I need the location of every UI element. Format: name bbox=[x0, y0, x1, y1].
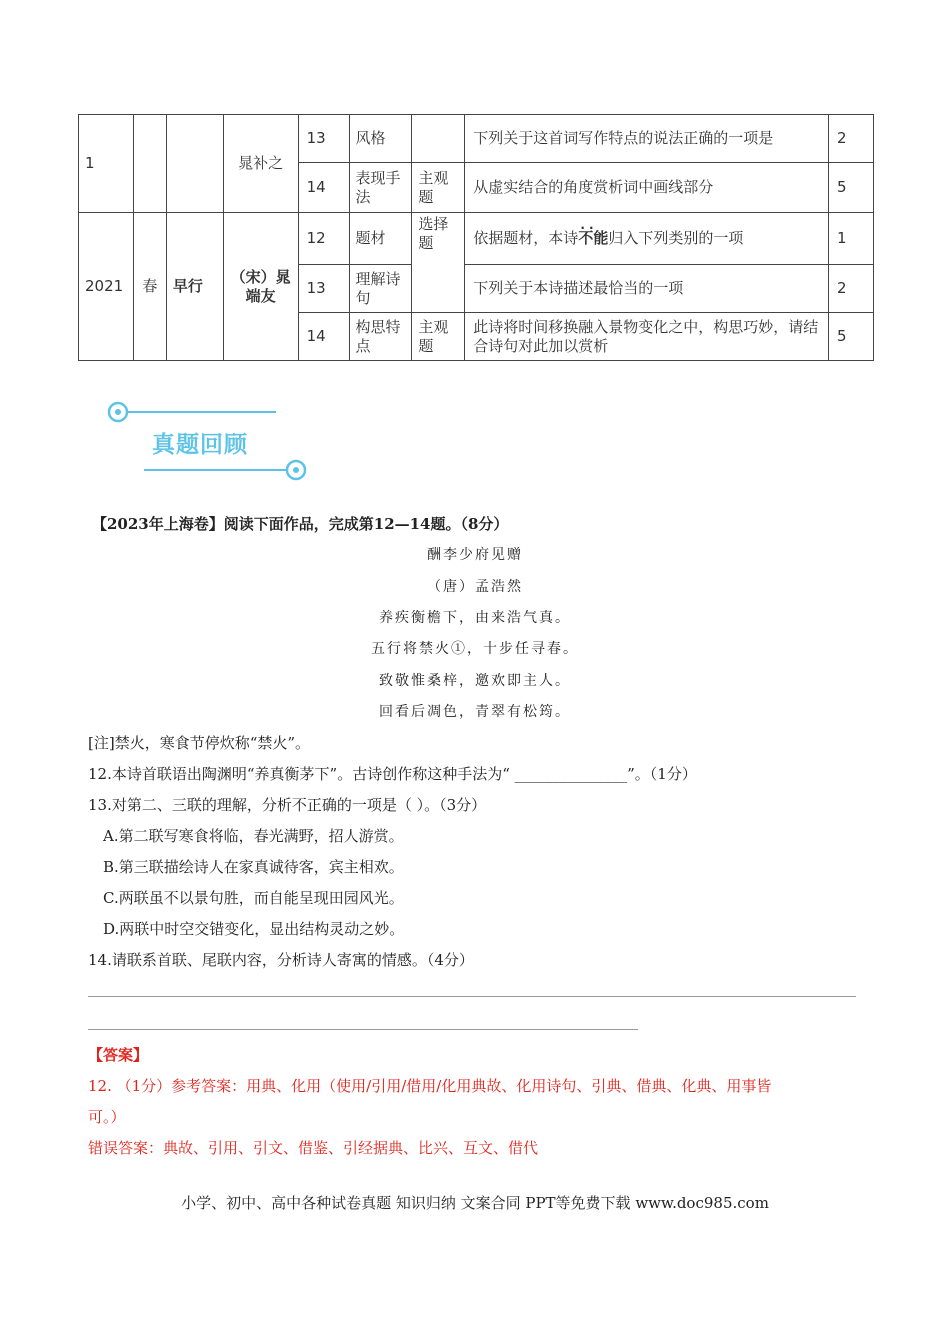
intro-source: 【2023年上海卷】 bbox=[92, 515, 224, 533]
answer-text: 可。） bbox=[88, 1108, 126, 1126]
title-cell bbox=[166, 115, 223, 213]
intro-instruction: 阅读下面作品，完成第12—14题。（8分） bbox=[223, 515, 509, 533]
score-cell: 5 bbox=[829, 313, 874, 361]
author-cell: 晁补之 bbox=[223, 115, 298, 213]
option-a: A.第二联写寒食将临，春光满野，招人游赏。 bbox=[103, 827, 404, 845]
poem-line: 养疾衡檐下，由来浩气真。 bbox=[379, 610, 571, 626]
kind-cell: 理解诗句 bbox=[349, 265, 412, 313]
type-cell: 主观题 bbox=[412, 313, 465, 361]
question-12: 12.本诗首联语出陶渊明“养真衡茅下”。古诗创作称这种手法为“ _______________”。（1分） bbox=[88, 765, 697, 783]
question-cell: 下列关于本诗描述最恰当的一项 bbox=[465, 265, 829, 313]
num-cell: 13 bbox=[298, 115, 349, 163]
num-cell: 14 bbox=[298, 163, 349, 213]
season-cell bbox=[133, 115, 166, 213]
poem-line: 回看后凋色，青翠有松筠。 bbox=[379, 704, 571, 720]
score-cell: 5 bbox=[829, 163, 874, 213]
author-cell: （宋）晁端友 bbox=[223, 213, 298, 361]
answer-heading: 【答案】 bbox=[88, 1046, 149, 1064]
kind-cell: 题材 bbox=[349, 213, 412, 265]
question-cell: 下列关于这首词写作特点的说法正确的一项是 bbox=[465, 115, 829, 163]
question-cell: 从虚实结合的角度赏析词中画线部分 bbox=[465, 163, 829, 213]
poem-line: 五行将禁火①，十步任寻春。 bbox=[371, 641, 579, 657]
question-text: 归入下列类别的一项 bbox=[608, 229, 744, 247]
answer-text: 错误答案：典故、引用、引文、借鉴、引经据典、比兴、互文、借代 bbox=[88, 1139, 539, 1157]
kind-cell: 构思特点 bbox=[349, 313, 412, 361]
poem-line: 致敬惟桑梓，邀欢即主人。 bbox=[379, 673, 571, 689]
num-cell: 12 bbox=[298, 213, 349, 265]
year-cell: 2021 bbox=[79, 213, 134, 361]
question-cell bbox=[465, 213, 829, 265]
num-cell: 14 bbox=[298, 313, 349, 361]
season-cell: 春 bbox=[133, 213, 166, 361]
answer-line bbox=[88, 1029, 638, 1030]
year-cell: 1 bbox=[79, 115, 134, 213]
score-cell: 2 bbox=[829, 115, 874, 163]
question-14: 14.请联系首联、尾联内容，分析诗人寄寓的情感。（4分） bbox=[88, 951, 474, 969]
table-row bbox=[79, 115, 874, 163]
option-d: D.两联中时空交错变化，显出结构灵动之妙。 bbox=[103, 920, 405, 938]
kind-cell: 表现手法 bbox=[349, 163, 412, 213]
answer-line bbox=[88, 996, 856, 997]
poem-title: 酬李少府见赠 bbox=[427, 547, 523, 563]
question-cell: 此诗将时间移换融入景物变化之中，构思巧妙，请结合诗句对此加以赏析 bbox=[465, 313, 829, 361]
page-footer: 小学、初中、高中各种试卷真题 知识归纳 文案合同 PPT等免费下载 www.doc985.com bbox=[181, 1194, 769, 1212]
type-cell: 选择题 bbox=[412, 213, 465, 313]
option-c: C.两联虽不以景句胜，而自能呈现田园风光。 bbox=[103, 889, 404, 907]
intro-line bbox=[92, 514, 508, 534]
type-cell: 主观题 bbox=[412, 163, 465, 213]
poem-author: （唐）孟浩然 bbox=[427, 579, 523, 595]
score-cell: 1 bbox=[829, 213, 874, 265]
title-cell: 早行 bbox=[166, 213, 223, 361]
question-13: 13.对第二、三联的理解，分析不正确的一项是（ ）。（3分） bbox=[88, 796, 487, 814]
emphasis-text: · · 不能 bbox=[578, 229, 608, 247]
poem-note: [注]禁火，寒食节停炊称“禁火”。 bbox=[88, 734, 311, 752]
question-text: 依据题材，本诗 bbox=[473, 229, 579, 247]
answer-text: 12. （1分）参考答案：用典、化用（使用/引用/借用/化用典故、化用诗句、引典、借典、化典、用事皆 bbox=[88, 1077, 772, 1095]
kind-cell: 风格 bbox=[349, 115, 412, 163]
type-cell bbox=[412, 115, 465, 163]
section-badge-label: 真题回顾 bbox=[152, 432, 248, 458]
score-cell: 2 bbox=[829, 265, 874, 313]
num-cell: 13 bbox=[298, 265, 349, 313]
exam-table bbox=[78, 114, 874, 361]
option-b: B.第三联描绘诗人在家真诚待客，宾主相欢。 bbox=[103, 858, 404, 876]
table-row bbox=[79, 213, 874, 265]
